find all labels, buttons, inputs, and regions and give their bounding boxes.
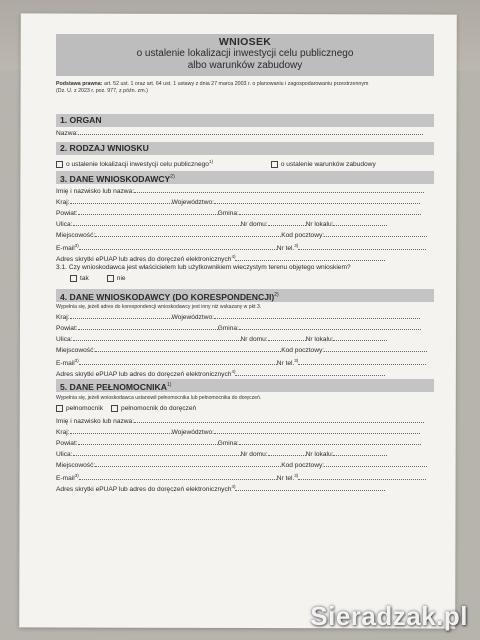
label-nr-lokalu: Nr lokalu:: [305, 451, 334, 458]
field-s3-kod[interactable]: [281, 230, 427, 240]
legal-basis: [56, 81, 434, 95]
representative-type-row: [56, 404, 434, 413]
label-wojewodztwo: Województwo:: [171, 429, 214, 436]
footnote-ref: 4): [231, 369, 236, 374]
option-pelnomocnik-label: pełnomocnik: [66, 405, 104, 412]
row-s5-ulica: [56, 449, 434, 458]
option-nie-label: nie: [116, 275, 126, 282]
label-epuap: Adres skrytki ePUAP lub adres do doręczeń elektronicznych: [56, 371, 232, 379]
field-s3-nrlokalu[interactable]: [306, 219, 388, 229]
checkbox-pelnomocnik-doreczen[interactable]: [111, 404, 196, 413]
form-title: WNIOSEK: [218, 36, 272, 48]
label-gmina: Gmina:: [217, 210, 239, 217]
field-s5-kod[interactable]: [281, 460, 427, 470]
label-email: E-mail: [56, 475, 75, 483]
field-s5-nrdomu[interactable]: [241, 449, 306, 459]
label-miejscowosc: Miejscowość:: [56, 347, 96, 354]
field-s5-kraj[interactable]: [56, 427, 172, 437]
label-miejscowosc: Miejscowość:: [56, 232, 96, 239]
label-powiat: Powiat:: [56, 210, 78, 217]
label-nr-domu: Nr domu:: [240, 336, 268, 343]
field-s4-nrdomu[interactable]: [241, 334, 306, 344]
question-3-1: [56, 263, 434, 272]
legal-basis-text2: (Dz. U. z 2023 r. poz. 977, z późn. zm.): [56, 88, 148, 94]
field-s4-woj[interactable]: [172, 312, 420, 322]
field-s3-powiat[interactable]: [56, 208, 218, 218]
label-wojewodztwo: Województwo:: [171, 199, 214, 206]
option-warunki-label: o ustalenie warunków zabudowy: [280, 161, 376, 169]
section-5-header: [56, 379, 434, 392]
label-tel: Nr tel.: [276, 360, 295, 368]
footnote-ref: 3): [74, 243, 79, 248]
field-s4-miejscowosc[interactable]: [56, 345, 281, 355]
question-3-1-options: [70, 274, 448, 283]
footnote-ref: 1): [166, 382, 172, 388]
label-gmina: Gmina:: [217, 440, 239, 447]
field-s5-imie[interactable]: [56, 416, 434, 425]
footnote-ref: 1): [208, 159, 213, 164]
section-3-title: 3. DANE WNIOSKODAWCY: [60, 173, 171, 184]
checkbox-icon: [271, 161, 278, 168]
row-s4-ulica: [56, 334, 434, 343]
option-tak-label: tak: [80, 275, 89, 282]
legal-basis-text: art. 52 ust. 1 oraz art. 64 ust. 1 ustawy z dnia 27 marca 2003 r. o planowaniu i zagospodarowaniu przestrzennym: [104, 81, 369, 87]
section-2-title: 2. RODZAJ WNIOSKU: [60, 143, 149, 153]
row-s5-powiat: [56, 438, 434, 447]
label-powiat: Powiat:: [56, 325, 78, 332]
field-s4-epuap[interactable]: [56, 367, 434, 379]
label-nazwa: Nazwa:: [56, 130, 78, 137]
checkbox-warunki[interactable]: [271, 160, 376, 169]
row-s3-miejscowosc: [56, 230, 434, 239]
option-lokalizacja-label: o ustalenie lokalizacji inwestycji celu publicznego: [66, 161, 209, 169]
request-type-row: [56, 157, 434, 169]
field-s4-ulica[interactable]: [56, 334, 241, 344]
section-1-header: [56, 114, 434, 127]
dotted-line: [134, 416, 424, 423]
label-wojewodztwo: Województwo:: [171, 314, 214, 321]
checkbox-icon: [107, 275, 114, 282]
label-ulica: Ulica:: [56, 451, 73, 458]
row-s3-ulica: [56, 219, 434, 228]
row-s4-powiat: [56, 323, 434, 332]
checkbox-icon: [56, 161, 63, 168]
checkbox-icon: [111, 405, 118, 412]
label-imie: Imię i nazwisko lub nazwa:: [56, 188, 135, 195]
row-s4-miejscowosc: [56, 345, 434, 354]
field-s3-miejscowosc[interactable]: [56, 230, 281, 240]
checkbox-tak[interactable]: [70, 274, 89, 283]
field-s3-gmina[interactable]: [218, 208, 421, 218]
field-s5-epuap[interactable]: [56, 482, 434, 494]
field-s4-gmina[interactable]: [218, 323, 421, 333]
option-pelnomocnik-doreczen-label: pełnomocnik do doręczeń: [121, 405, 197, 412]
form-title-box: [56, 34, 434, 76]
field-s4-powiat[interactable]: [56, 323, 218, 333]
section-4-title: 4. DANE WNIOSKODAWCY (DO KORESPONDENCJI): [60, 291, 275, 302]
label-kraj: Kraj:: [56, 199, 70, 206]
label-nr-domu: Nr domu:: [240, 221, 268, 228]
row-s3-email: [56, 241, 434, 253]
row-s4-email: [56, 356, 434, 368]
label-tel: Nr tel.: [276, 245, 295, 253]
label-ulica: Ulica:: [56, 336, 73, 343]
checkbox-nie[interactable]: [107, 274, 126, 283]
field-s5-woj[interactable]: [172, 427, 420, 437]
field-s3-nrdomu[interactable]: [241, 219, 306, 229]
label-nr-domu: Nr domu:: [240, 451, 268, 458]
section-4-header: [56, 289, 434, 302]
field-s5-powiat[interactable]: [56, 438, 218, 448]
label-powiat: Powiat:: [56, 440, 78, 447]
label-nr-lokalu: Nr lokalu:: [305, 336, 334, 343]
row-s5-email: [56, 471, 434, 483]
label-epuap: Adres skrytki ePUAP lub adres do doręczeń elektronicznych: [56, 256, 232, 264]
row-s3-powiat: [56, 208, 434, 217]
footnote-ref: 2): [170, 174, 175, 180]
label-tel: Nr tel.: [276, 475, 295, 483]
label-email: E-mail: [56, 360, 75, 368]
row-s3-kraj: [56, 197, 434, 206]
dotted-line: [134, 186, 424, 193]
label-epuap: Adres skrytki ePUAP lub adres do doręczeń elektronicznych: [56, 486, 232, 494]
label-email: E-mail: [56, 245, 75, 253]
label-kraj: Kraj:: [56, 429, 70, 436]
label-kraj: Kraj:: [56, 314, 70, 321]
question-3-1-text: 3.1. Czy wnioskodawca jest właścicielem lub użytkownikiem wieczystym terenu objętego wnioskiem?: [56, 264, 351, 271]
field-s4-kraj[interactable]: [56, 312, 172, 322]
footnote-ref: 3): [294, 243, 299, 248]
field-organ-nazwa[interactable]: [56, 128, 434, 137]
label-imie: Imię i nazwisko lub nazwa:: [56, 418, 135, 425]
dotted-line: [78, 128, 423, 135]
field-s5-gmina[interactable]: [218, 438, 421, 448]
dotted-line: [235, 254, 385, 261]
row-s5-kraj: [56, 427, 434, 436]
dotted-line: [235, 369, 385, 376]
row-s4-kraj: [56, 312, 434, 321]
label-ulica: Ulica:: [56, 221, 73, 228]
watermark: Sieradzak.pl: [310, 601, 468, 631]
field-s3-woj[interactable]: [172, 197, 420, 207]
footnote-ref: 3): [294, 358, 299, 363]
footnote-ref: 3): [74, 473, 79, 478]
label-kod-pocztowy: Kod pocztowy:: [281, 462, 325, 469]
section-2-header: [56, 142, 434, 155]
dotted-line: [235, 484, 385, 491]
section-1-title: 1. ORGAN: [60, 115, 102, 125]
checkbox-icon: [56, 405, 63, 412]
footnote-ref: 3): [74, 358, 79, 363]
form-document: [56, 34, 434, 494]
section-5-title: 5. DANE PEŁNOMOCNIKA: [60, 381, 167, 392]
label-miejscowosc: Miejscowość:: [56, 462, 96, 469]
checkbox-lokalizacja[interactable]: [56, 157, 213, 169]
field-s3-ulica[interactable]: [56, 219, 241, 229]
label-kod-pocztowy: Kod pocztowy:: [281, 347, 325, 354]
section-4-note: Wypełnia się, jeżeli adres do korespondencji wnioskodawcy jest inny niż wskazany w pkt 3.: [56, 304, 262, 310]
field-s3-imie[interactable]: [56, 186, 434, 195]
section-3-header: [56, 171, 434, 184]
section-5-note: Wypełnia się, jeżeli wnioskodawca ustanowił pełnomocnika lub pełnomocnika do doręczeń.: [56, 395, 262, 401]
form-subtitle-2: albo warunków zabudowy: [187, 60, 303, 71]
field-s5-ulica[interactable]: [56, 449, 241, 459]
field-s5-nrlokalu[interactable]: [306, 449, 388, 459]
checkbox-icon: [70, 275, 77, 282]
label-gmina: Gmina:: [217, 325, 239, 332]
field-s4-nrlokalu[interactable]: [306, 334, 388, 344]
footnote-ref: 4): [231, 484, 236, 489]
legal-basis-label: Podstawa prawna:: [56, 81, 103, 87]
checkbox-pelnomocnik[interactable]: [56, 404, 103, 413]
field-s3-epuap[interactable]: [56, 252, 434, 264]
footnote-ref: 2): [274, 292, 279, 298]
field-s5-miejscowosc[interactable]: [56, 460, 281, 470]
footnote-ref: 4): [231, 254, 236, 259]
field-s3-kraj[interactable]: [56, 197, 172, 207]
row-s5-miejscowosc: [56, 460, 434, 469]
field-s4-kod[interactable]: [281, 345, 427, 355]
footnote-ref: 3): [294, 473, 299, 478]
form-subtitle-1: o ustalenie lokalizacji inwestycji celu publicznego: [136, 48, 354, 59]
label-kod-pocztowy: Kod pocztowy:: [281, 232, 325, 239]
label-nr-lokalu: Nr lokalu:: [305, 221, 334, 228]
